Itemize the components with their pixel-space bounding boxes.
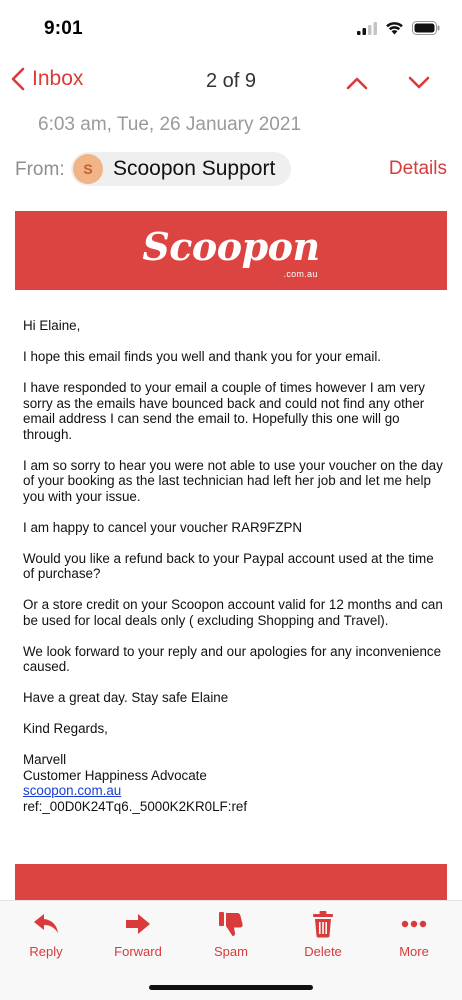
scoopon-header-banner <box>15 211 447 290</box>
body-paragraph: I have responded to your email a couple of times however I am very sorry as the emails have bounced back and could not find any other email address I can send the email to. Hopefully this one will go through. <box>23 380 425 442</box>
status-time: 9:01 <box>44 18 83 39</box>
more-button[interactable] <box>374 909 454 959</box>
more-dots-icon <box>401 920 427 928</box>
previous-message-button[interactable] <box>344 70 370 96</box>
email-body <box>23 318 443 814</box>
sender-name: Scoopon Support <box>113 157 276 180</box>
from-label: From: <box>15 159 65 180</box>
details-button[interactable]: Details <box>388 158 447 179</box>
sign-off: Kind Regards, <box>23 721 108 736</box>
cellular-signal-icon <box>357 22 377 35</box>
reply-icon <box>32 912 60 936</box>
forward-arrow-icon <box>124 912 152 936</box>
spam-button[interactable] <box>191 909 271 959</box>
signature-name: Marvell <box>23 752 67 767</box>
reference-code: ref:_00D0K24Tq6._5000K2KR0LF:ref <box>23 798 248 814</box>
body-paragraph: Or a store credit on your Scoopon account valid for 12 months and can be used for local deals only ( excluding Shopping and Travel). <box>23 597 443 628</box>
avatar: S <box>73 154 103 184</box>
body-paragraph: I am happy to cancel your voucher RAR9FZPN <box>23 519 303 535</box>
scoopon-logo <box>142 224 320 279</box>
body-paragraph: I hope this email finds you well and thank you for your email. <box>23 349 382 364</box>
from-row <box>0 150 462 190</box>
forward-label: Forward <box>114 944 162 959</box>
status-bar <box>0 0 462 58</box>
delete-button[interactable] <box>283 909 363 959</box>
more-label: More <box>399 944 429 959</box>
next-message-button[interactable] <box>406 70 432 96</box>
logo-text: Scoopon <box>142 224 320 269</box>
wifi-icon <box>385 21 404 35</box>
body-paragraph: I am so sorry to hear you were not able to use your voucher on the day of your booking as the last technician had left her job and let me help you with your issue. <box>23 457 443 504</box>
chevron-up-icon <box>345 75 369 91</box>
greeting: Hi Elaine, <box>23 318 81 333</box>
scoopon-link[interactable]: scoopon.com.au <box>23 783 122 798</box>
delete-label: Delete <box>304 944 342 959</box>
back-label: Inbox <box>32 67 84 90</box>
sender-chip[interactable] <box>71 152 291 186</box>
reply-label: Reply <box>29 944 63 959</box>
forward-button[interactable] <box>98 909 178 959</box>
trash-icon <box>312 910 334 938</box>
body-paragraph: Have a great day. Stay safe Elaine <box>23 690 229 705</box>
signature-title: Customer Happiness Advocate <box>23 767 207 783</box>
body-paragraph: We look forward to your reply and our apologies for any inconvenience caused. <box>23 643 442 674</box>
home-indicator <box>149 985 313 990</box>
signature-block <box>23 752 443 814</box>
spam-label: Spam <box>214 944 248 959</box>
body-paragraph: Would you like a refund back to your Paypal account used at the time of purchase? <box>23 550 434 581</box>
message-counter: 2 of 9 <box>205 70 257 92</box>
status-icons <box>357 21 440 35</box>
thumbs-down-icon <box>218 910 244 938</box>
chevron-down-icon <box>407 75 431 91</box>
nav-bar <box>0 62 462 102</box>
email-timestamp: 6:03 am, Tue, 26 January 2021 <box>38 114 302 135</box>
battery-icon <box>412 21 440 35</box>
message-navigation <box>344 70 432 96</box>
logo-subtext: .com.au <box>283 269 318 279</box>
reply-button[interactable] <box>6 909 86 959</box>
footer-banner <box>15 864 447 900</box>
